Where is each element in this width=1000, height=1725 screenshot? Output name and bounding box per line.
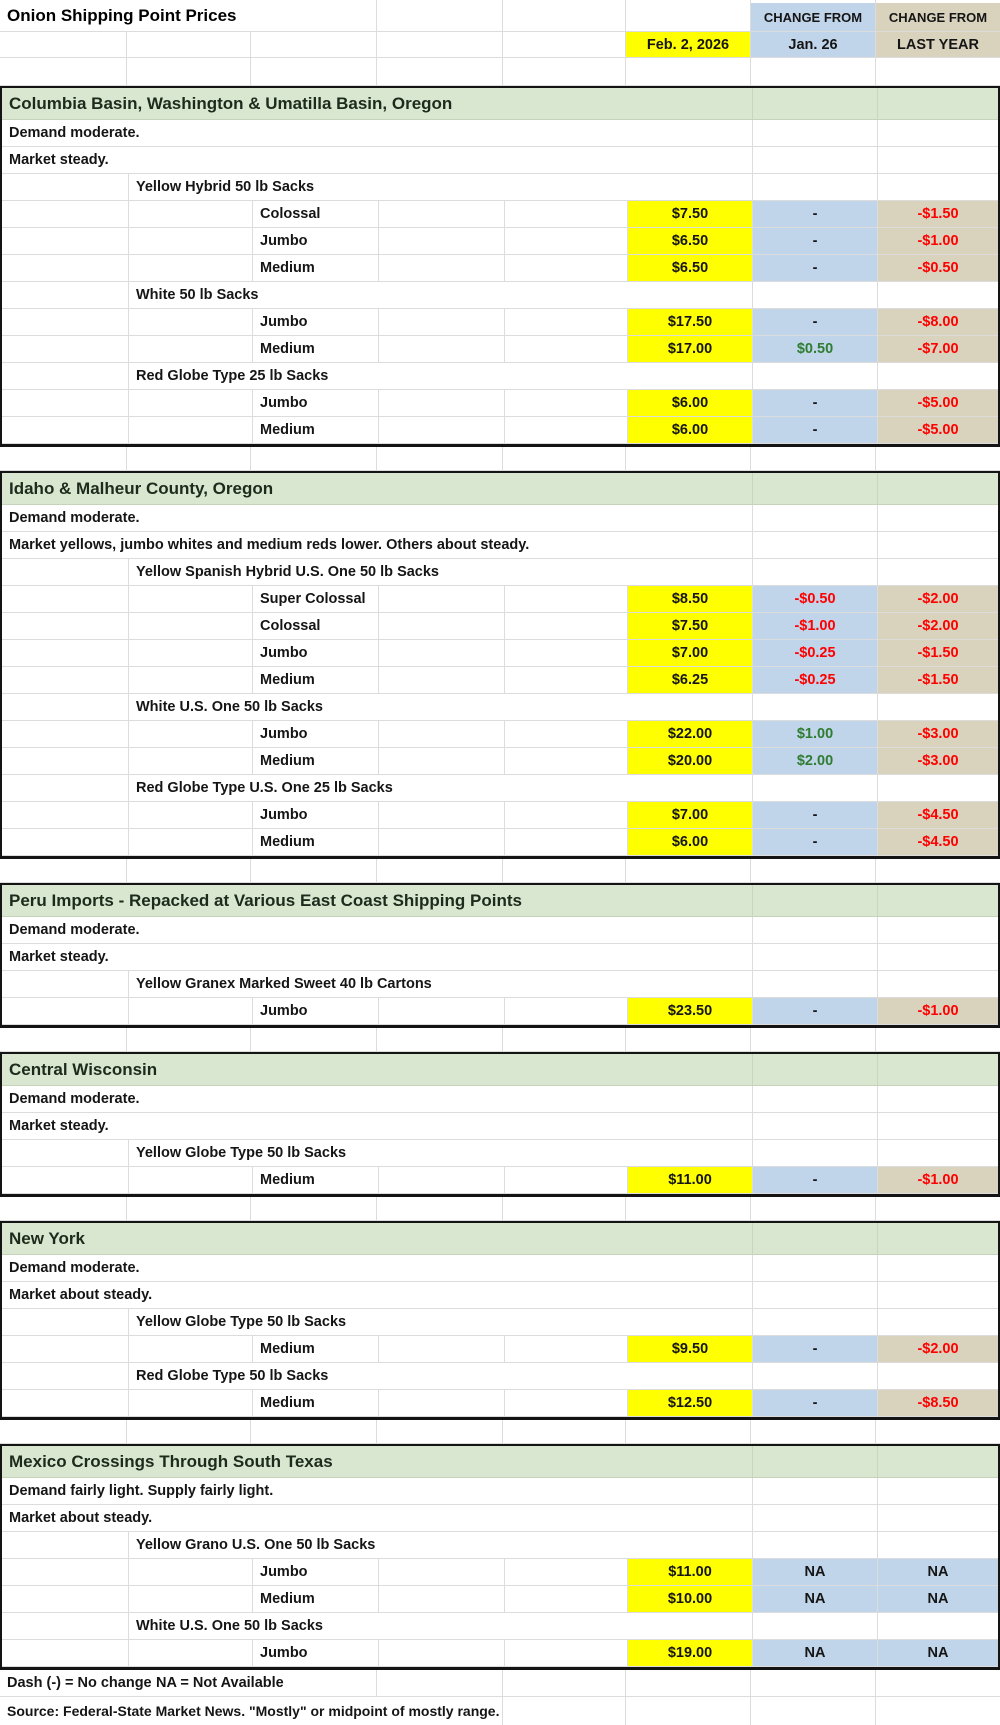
size-label: Medium xyxy=(252,1586,378,1612)
price-cell: $6.50 xyxy=(627,255,752,281)
price-row xyxy=(2,1390,998,1417)
section-header-row xyxy=(2,885,998,917)
price-row xyxy=(2,748,998,775)
section-header-row xyxy=(2,1446,998,1478)
section-header-cell xyxy=(752,88,877,119)
change-year-header-cell xyxy=(875,0,1000,31)
sections xyxy=(0,86,1000,1670)
note-row xyxy=(2,1086,998,1113)
price-cell: $9.50 xyxy=(627,1336,752,1362)
change-week-cell: -$0.25 xyxy=(752,667,877,693)
price-cell: $6.25 xyxy=(627,667,752,693)
section-header-row xyxy=(2,1223,998,1255)
last-year-cell xyxy=(875,32,1000,57)
spacer-row xyxy=(0,1028,1000,1052)
size-label: Jumbo xyxy=(252,1559,378,1585)
section-header-row xyxy=(2,1054,998,1086)
size-label: Medium xyxy=(252,1167,378,1193)
size-label: Jumbo xyxy=(252,390,378,416)
report-header-row xyxy=(0,0,1000,32)
change-year-cell: NA xyxy=(877,1586,998,1612)
page-title-cell xyxy=(0,0,376,31)
variety-row xyxy=(2,174,998,201)
price-row xyxy=(2,228,998,255)
note-row xyxy=(2,1505,998,1532)
change-year-cell: -$2.00 xyxy=(877,613,998,639)
price-cell: $23.50 xyxy=(627,998,752,1024)
price-row xyxy=(2,417,998,444)
change-year-cell: -$3.00 xyxy=(877,721,998,747)
current-date-cell xyxy=(625,32,750,57)
variety-row xyxy=(2,1532,998,1559)
section-header-cell xyxy=(752,1223,877,1254)
legend-row xyxy=(0,1670,1000,1697)
section-header-cell xyxy=(877,473,998,504)
change-week-cell: NA xyxy=(752,1586,877,1612)
section-header-cell xyxy=(752,473,877,504)
change-week-cell: - xyxy=(752,228,877,254)
price-row xyxy=(2,640,998,667)
section-block xyxy=(0,1052,1000,1197)
change-week-cell: - xyxy=(752,255,877,281)
change-week-cell: - xyxy=(752,417,877,443)
change-year-cell: -$7.00 xyxy=(877,336,998,362)
note-row xyxy=(2,532,998,559)
note-text: Demand moderate. xyxy=(9,1091,140,1107)
change-week-header-cell xyxy=(750,0,875,31)
dash-legend: Dash (-) = No change xyxy=(7,1675,152,1691)
price-row xyxy=(2,336,998,363)
change-week-cell: NA xyxy=(752,1640,877,1666)
note-text: Market about steady. xyxy=(9,1510,153,1526)
price-cell: $11.00 xyxy=(627,1559,752,1585)
change-week-cell: $1.00 xyxy=(752,721,877,747)
price-cell: $11.00 xyxy=(627,1167,752,1193)
change-year-cell: -$1.50 xyxy=(877,667,998,693)
note-row xyxy=(2,1113,998,1140)
variety-label: Red Globe Type 25 lb Sacks xyxy=(128,363,752,389)
page-title: Onion Shipping Point Prices xyxy=(7,5,237,25)
size-label: Medium xyxy=(252,255,378,281)
price-row xyxy=(2,1559,998,1586)
section-block xyxy=(0,883,1000,1028)
size-label: Medium xyxy=(252,829,378,855)
section-title: New York xyxy=(9,1228,85,1248)
note-row xyxy=(2,1282,998,1309)
change-week-cell: - xyxy=(752,998,877,1024)
price-row xyxy=(2,1640,998,1667)
variety-row xyxy=(2,282,998,309)
change-week-cell: - xyxy=(752,1167,877,1193)
size-label: Medium xyxy=(252,1336,378,1362)
size-label: Jumbo xyxy=(252,802,378,828)
section-block xyxy=(0,1221,1000,1420)
price-cell: $6.00 xyxy=(627,417,752,443)
header-empty-cell xyxy=(376,0,502,31)
section-title: Columbia Basin, Washington & Umatilla Basin, Oregon xyxy=(9,93,453,113)
price-row xyxy=(2,309,998,336)
note-text: Demand moderate. xyxy=(9,510,140,526)
price-cell: $17.00 xyxy=(627,336,752,362)
price-cell: $17.50 xyxy=(627,309,752,335)
current-date: Feb. 2, 2026 xyxy=(646,36,730,53)
size-label: Colossal xyxy=(252,613,378,639)
price-cell: $8.50 xyxy=(627,586,752,612)
price-row xyxy=(2,1167,998,1194)
section-header-cell xyxy=(877,88,998,119)
price-cell: $7.00 xyxy=(627,802,752,828)
change-week-cell: - xyxy=(752,201,877,227)
price-cell: $12.50 xyxy=(627,1390,752,1416)
note-text: Demand moderate. xyxy=(9,125,140,141)
price-row xyxy=(2,721,998,748)
variety-label: Red Globe Type 50 lb Sacks xyxy=(128,1363,752,1389)
change-year-cell: -$1.00 xyxy=(877,228,998,254)
size-label: Jumbo xyxy=(252,721,378,747)
size-label: Jumbo xyxy=(252,228,378,254)
variety-row xyxy=(2,775,998,802)
price-row xyxy=(2,829,998,856)
note-text: Market steady. xyxy=(9,152,109,168)
variety-row xyxy=(2,1309,998,1336)
report-date-row xyxy=(0,32,1000,58)
variety-row xyxy=(2,363,998,390)
change-year-cell: -$1.50 xyxy=(877,201,998,227)
change-year-cell: NA xyxy=(877,1640,998,1666)
section-header-cell xyxy=(752,885,877,916)
section-header-cell xyxy=(877,1223,998,1254)
change-week-cell: $2.00 xyxy=(752,748,877,774)
size-label: Jumbo xyxy=(252,309,378,335)
change-year-cell: -$5.00 xyxy=(877,417,998,443)
change-week-cell: NA xyxy=(752,1559,877,1585)
legend-cell xyxy=(0,1670,376,1696)
change-year-cell: -$4.50 xyxy=(877,829,998,855)
price-row xyxy=(2,613,998,640)
note-text: Market steady. xyxy=(9,1118,109,1134)
header-empty-cell xyxy=(502,0,625,31)
change-week-cell: -$1.00 xyxy=(752,613,877,639)
header-empty-cell xyxy=(625,0,750,31)
change-year-cell: -$1.00 xyxy=(877,1167,998,1193)
note-row xyxy=(2,917,998,944)
variety-label: Yellow Grano U.S. One 50 lb Sacks xyxy=(128,1532,752,1558)
price-row xyxy=(2,586,998,613)
section-title: Mexico Crossings Through South Texas xyxy=(9,1451,333,1471)
section-title: Central Wisconsin xyxy=(9,1059,158,1079)
price-cell: $20.00 xyxy=(627,748,752,774)
section-header-row xyxy=(2,88,998,120)
note-row xyxy=(2,120,998,147)
change-year-header: CHANGE FROM xyxy=(888,9,988,25)
size-label: Jumbo xyxy=(252,640,378,666)
variety-row xyxy=(2,1363,998,1390)
section-block xyxy=(0,1444,1000,1670)
variety-row xyxy=(2,694,998,721)
change-week-cell: -$0.25 xyxy=(752,640,877,666)
source-row xyxy=(0,1697,1000,1725)
change-week-cell: - xyxy=(752,390,877,416)
price-cell: $7.00 xyxy=(627,640,752,666)
change-year-cell: -$8.00 xyxy=(877,309,998,335)
note-text: Market about steady. xyxy=(9,1287,153,1303)
note-row xyxy=(2,1478,998,1505)
note-text: Demand fairly light. Supply fairly light. xyxy=(9,1483,274,1499)
section-header-cell xyxy=(752,1054,877,1085)
size-label: Super Colossal xyxy=(252,586,378,612)
change-year-cell: -$1.50 xyxy=(877,640,998,666)
section-header-cell xyxy=(752,1446,877,1477)
note-text: Demand moderate. xyxy=(9,922,140,938)
size-label: Colossal xyxy=(252,201,378,227)
size-label: Medium xyxy=(252,748,378,774)
section-block xyxy=(0,86,1000,447)
variety-row xyxy=(2,971,998,998)
section-title: Idaho & Malheur County, Oregon xyxy=(9,478,274,498)
section-title: Peru Imports - Repacked at Various East Coast Shipping Points xyxy=(9,890,522,910)
section-header-cell xyxy=(877,1054,998,1085)
note-row xyxy=(2,944,998,971)
variety-label: White U.S. One 50 lb Sacks xyxy=(128,1613,752,1639)
variety-label: White U.S. One 50 lb Sacks xyxy=(128,694,752,720)
spacer-row xyxy=(0,58,1000,86)
prior-date-cell xyxy=(750,32,875,57)
change-week-cell: - xyxy=(752,1390,877,1416)
change-week-cell: - xyxy=(752,1336,877,1362)
price-cell: $19.00 xyxy=(627,1640,752,1666)
change-week-header: CHANGE FROM xyxy=(763,9,863,25)
variety-row xyxy=(2,1613,998,1640)
price-cell: $6.00 xyxy=(627,829,752,855)
change-year-cell: -$3.00 xyxy=(877,748,998,774)
change-year-cell: -$4.50 xyxy=(877,802,998,828)
price-row xyxy=(2,201,998,228)
source-note: Source: Federal-State Market News. "Mostly" or midpoint of mostly range. xyxy=(7,1703,500,1719)
change-week-cell: - xyxy=(752,802,877,828)
spacer-row xyxy=(0,1197,1000,1221)
variety-label: Yellow Spanish Hybrid U.S. One 50 lb Sacks xyxy=(128,559,752,585)
note-row xyxy=(2,505,998,532)
last-year-label: LAST YEAR xyxy=(897,36,979,53)
change-week-cell: $0.50 xyxy=(752,336,877,362)
variety-label: White 50 lb Sacks xyxy=(128,282,752,308)
size-label: Medium xyxy=(252,336,378,362)
prior-date: Jan. 26 xyxy=(788,36,838,53)
spacer-row xyxy=(0,1420,1000,1444)
note-text: Demand moderate. xyxy=(9,1260,140,1276)
size-label: Medium xyxy=(252,417,378,443)
price-row xyxy=(2,1336,998,1363)
price-row xyxy=(2,390,998,417)
source-cell xyxy=(0,1697,502,1725)
variety-row xyxy=(2,559,998,586)
price-cell: $7.50 xyxy=(627,201,752,227)
section-header-cell xyxy=(877,885,998,916)
price-cell: $10.00 xyxy=(627,1586,752,1612)
section-header-row xyxy=(2,473,998,505)
size-label: Jumbo xyxy=(252,1640,378,1666)
change-week-cell: -$0.50 xyxy=(752,586,877,612)
variety-label: Yellow Granex Marked Sweet 40 lb Cartons xyxy=(128,971,752,997)
change-week-cell: - xyxy=(752,829,877,855)
variety-label: Yellow Hybrid 50 lb Sacks xyxy=(128,174,752,200)
change-year-cell: -$1.00 xyxy=(877,998,998,1024)
change-year-cell: -$8.50 xyxy=(877,1390,998,1416)
variety-label: Yellow Globe Type 50 lb Sacks xyxy=(128,1309,752,1335)
price-cell: $6.00 xyxy=(627,390,752,416)
change-year-cell: -$5.00 xyxy=(877,390,998,416)
change-year-cell: -$2.00 xyxy=(877,1336,998,1362)
variety-label: Red Globe Type U.S. One 25 lb Sacks xyxy=(128,775,752,801)
price-row xyxy=(2,667,998,694)
price-row xyxy=(2,802,998,829)
na-legend: NA = Not Available xyxy=(156,1675,284,1691)
change-year-cell: -$0.50 xyxy=(877,255,998,281)
section-header-cell xyxy=(877,1446,998,1477)
size-label: Jumbo xyxy=(252,998,378,1024)
note-text: Market yellows, jumbo whites and medium reds lower. Others about steady. xyxy=(9,537,530,553)
price-cell: $22.00 xyxy=(627,721,752,747)
change-year-cell: NA xyxy=(877,1559,998,1585)
note-row xyxy=(2,147,998,174)
note-row xyxy=(2,1255,998,1282)
change-week-cell: - xyxy=(752,309,877,335)
price-cell: $7.50 xyxy=(627,613,752,639)
section-block xyxy=(0,471,1000,859)
price-row xyxy=(2,998,998,1025)
spacer-row xyxy=(0,447,1000,471)
price-row xyxy=(2,1586,998,1613)
price-row xyxy=(2,255,998,282)
price-cell: $6.50 xyxy=(627,228,752,254)
size-label: Medium xyxy=(252,1390,378,1416)
change-year-cell: -$2.00 xyxy=(877,586,998,612)
variety-row xyxy=(2,1140,998,1167)
note-text: Market steady. xyxy=(9,949,109,965)
spacer-row xyxy=(0,859,1000,883)
size-label: Medium xyxy=(252,667,378,693)
variety-label: Yellow Globe Type 50 lb Sacks xyxy=(128,1140,752,1166)
